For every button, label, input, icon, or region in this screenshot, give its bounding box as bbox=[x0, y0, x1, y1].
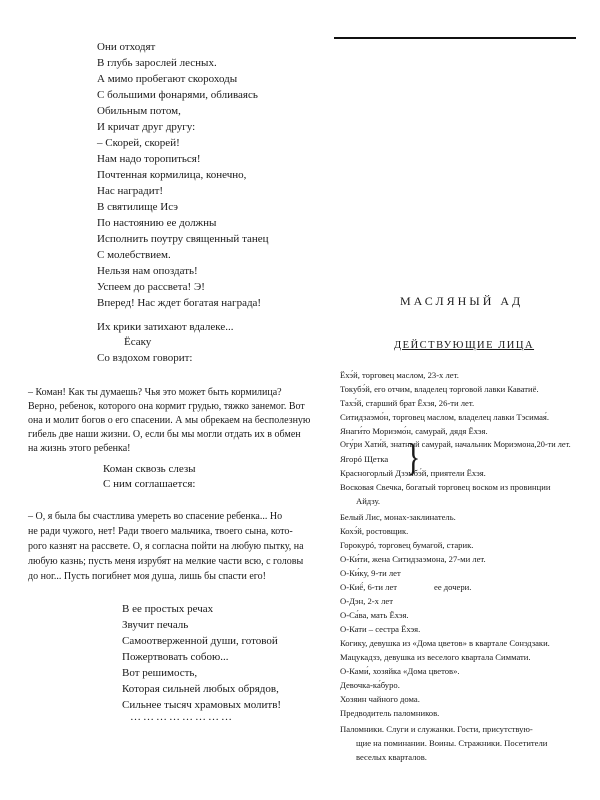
cast-list-item: Огу́ри Хати́й, знатный самурай, начальник Мориэмона,20-ти лет. bbox=[340, 440, 571, 449]
verse-line: – Скорей, скорей! bbox=[97, 137, 180, 149]
cast-list-item: Предводитель паломников. bbox=[340, 708, 440, 718]
prose-line: она и молит богов о его спасении. А мы обрекаем на бесполезную bbox=[28, 415, 311, 426]
stage-direction-line: Их крики затихают вдалеке... bbox=[97, 321, 234, 333]
cast-list-item: Девочка-ка́буро. bbox=[340, 680, 400, 690]
right-page bbox=[300, 0, 600, 800]
stage-direction-line: Коман сквозь слезы bbox=[103, 463, 196, 475]
cast-list-item: Хозяин чайного дома. bbox=[340, 694, 420, 704]
cast-list-item: О-Ки́ку, 9-ти лет bbox=[340, 568, 401, 578]
cast-list-item: Ёхэ́й, торговец маслом, 23-х лет. bbox=[340, 370, 459, 380]
verse-line: И кричат друг другу: bbox=[97, 121, 196, 133]
verse-line: Они отходят bbox=[97, 41, 156, 53]
prose-line: на жизнь этого ребенка! bbox=[28, 443, 131, 454]
cast-list-item: щие на поминании. Воины. Стражники. Посетители bbox=[356, 738, 548, 748]
prose-line: гибель две наши жизни. О, если бы мы могли отдать их в обмен bbox=[28, 429, 301, 440]
verse-line: Вот решимость, bbox=[122, 667, 198, 679]
prose-line: Верно, ребенок, которого она кормит грудью, тяжко занемог. Вот bbox=[28, 401, 305, 412]
brace-glyph: } bbox=[406, 436, 421, 480]
cast-list-item: Ягорó Щетка bbox=[340, 454, 389, 464]
cast-list-item: О-Ками́, хозяйка «Дома цветов». bbox=[340, 666, 460, 676]
verse-line: В ее простых речах bbox=[122, 603, 214, 615]
cast-list-item: Паломники. Слуги и служанки. Гости, присутствую- bbox=[340, 724, 533, 734]
verse-line: С большими фонарями, обливаясь bbox=[97, 89, 258, 101]
cast-list-item: О-Кати – сестра Ёхэя. bbox=[340, 624, 421, 634]
cast-list-item: Мацукадзэ, девушка из веселого квартала Симмати. bbox=[340, 652, 531, 662]
verse-line: Нельзя нам опоздать! bbox=[97, 265, 198, 277]
cast-list-item: Кохэ́й, ростовщик. bbox=[340, 526, 409, 536]
cast-list-item: О-Киё́, 6-ти лет bbox=[340, 582, 398, 592]
verse-line: Которая сильней любых обрядов, bbox=[122, 683, 279, 695]
verse-line: В святилище Исэ bbox=[97, 201, 178, 213]
prose-line: любую казнь; пусть меня изрубят на мелкие части всю, с головы bbox=[28, 556, 304, 567]
prose-line: – О, я была бы счастлива умереть во спасение ребенка... Но bbox=[28, 511, 283, 522]
verse-line: Сильнее тысяч храмовых молитв! bbox=[122, 699, 282, 711]
verse-line: С молебствием. bbox=[97, 249, 171, 261]
cast-list-item: Ситидзаэмо́н, торговец маслом, владелец лавки Тэсимая́. bbox=[340, 412, 550, 422]
cast-list-item: О-Дэн, 2-х лет bbox=[340, 596, 393, 606]
ellipsis-dots: …………………… bbox=[130, 711, 234, 723]
cast-list-item: О-Са́ва, мать Ёхэя. bbox=[340, 610, 409, 620]
verse-line: Пожертвовать собою... bbox=[122, 651, 229, 663]
prose-line: – Коман! Как ты думаешь? Чья это может быть кормилица? bbox=[28, 387, 282, 398]
play-title: МАСЛЯНЫЙ АД bbox=[400, 294, 524, 308]
verse-line: А мимо пробегают скороходы bbox=[97, 73, 238, 85]
verse-line: Обильным потом, bbox=[97, 105, 181, 117]
cast-list-item: Красногорлый Дзэмбэ́й, приятели Ёхэя. bbox=[340, 468, 486, 478]
stage-direction-line: Ёсаку bbox=[124, 336, 152, 348]
verse-line: Звучит печаль bbox=[122, 619, 189, 631]
cast-list-item: веселых кварталов. bbox=[356, 752, 427, 762]
verse-line: Исполнить поутру священный танец bbox=[97, 233, 269, 245]
stage-direction-line: С ним соглашается: bbox=[103, 478, 196, 490]
cast-list-item: О-Ки́ти, жена Ситидзаэмона, 27-ми лет. bbox=[340, 554, 486, 564]
daughters-note: ее дочери. bbox=[434, 582, 472, 592]
cast-heading: ДЕЙСТВУЮЩИЕ ЛИЦА bbox=[394, 340, 535, 351]
prose-line: не ради чужого, нет! Ради твоего мальчика, твоего сына, кото- bbox=[28, 526, 293, 537]
cast-list-item: Тахэ́й, старший брат Ёхэя, 26-ти лет. bbox=[340, 398, 475, 408]
prose-line: рого казнят на рассвете. О, я согласна пойти на любую пытку, на bbox=[28, 541, 304, 552]
verse-line: Успеем до рассвета! Э! bbox=[97, 281, 205, 293]
verse-line: Почтенная кормилица, конечно, bbox=[97, 169, 247, 181]
cast-list-item: Янаги́то Мориэмо́н, самурай, дядя Ёхэя. bbox=[340, 426, 488, 436]
verse-line: Самоотверженной души, готовой bbox=[122, 635, 278, 647]
verse-line: Вперед! Нас ждет богатая награда! bbox=[97, 297, 262, 309]
verse-line: По настоянию ее должны bbox=[97, 217, 217, 229]
cast-list-item: Горокурó, торговец бумагой, старик. bbox=[340, 540, 474, 550]
verse-line: Нам надо торопиться! bbox=[97, 153, 201, 165]
top-rule bbox=[334, 37, 576, 39]
cast-list-item: Белый Лис, монах-заклинатель. bbox=[340, 512, 456, 522]
stage-direction-line: Со вздохом говорит: bbox=[97, 352, 193, 364]
verse-line: В глубь зарослей лесных. bbox=[97, 57, 217, 69]
cast-list-item: Айдзу. bbox=[356, 496, 381, 506]
cast-list-item: Восковая Свечка, богатый торговец воском из провинции bbox=[340, 482, 551, 492]
cast-list-item: Токубэ́й, его отчим, владелец торговой лавки Каватиё. bbox=[340, 384, 539, 394]
prose-line: до ног... Пусть погибнет моя душа, лишь бы спасти его! bbox=[28, 571, 266, 582]
verse-line: Нас наградит! bbox=[97, 185, 164, 197]
cast-list-item: Когику, девушка из «Дома цветов» в квартале Сонэдзаки. bbox=[340, 638, 550, 648]
